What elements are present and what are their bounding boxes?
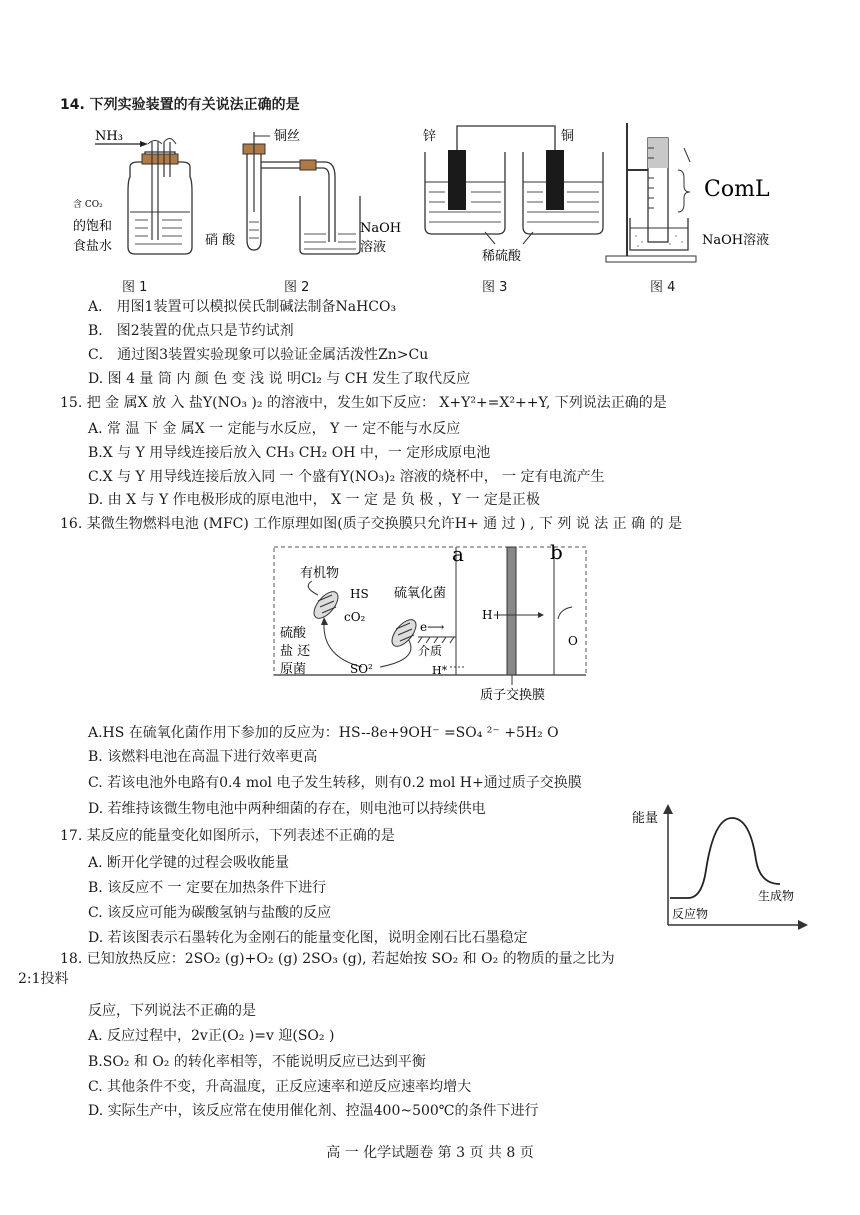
q18-option-b: B.SO₂ 和 O₂ 的转化率相等，不能说明反应已达到平衡 <box>88 1054 426 1070</box>
fig3-caption: 图 3 <box>482 280 508 295</box>
q18-option-c: C. 其他条件不变，升高温度，正反应速率和逆反应速率均增大 <box>88 1079 472 1095</box>
q16-option-c: C. 若该电池外电路有0.4 mol 电子发生转移，则有0.2 mol H+通过质子交换膜 <box>88 775 582 791</box>
organic-label: 有机物 <box>300 566 340 581</box>
sulfate-reducer-line2: 盐 还 <box>280 644 311 659</box>
q18-option-d: D. 实际生产中，该反应常在使用催化剂、控温400~500℃的条件下进行 <box>88 1103 539 1119</box>
co2-label: cO₂ <box>344 610 366 624</box>
q15-option-a: A. 常 温 下 金 属X 一 定能与水反应， Y 一 定不能与水反应 <box>88 421 461 437</box>
fig1-note: 含 CO₂ <box>73 200 103 210</box>
q16-stem: 16. 某微生物燃料电池 (MFC) 工作原理如图(质子交换膜只允许H+ 通 过 ) , 下 列 说 法 正 确 的 是 <box>60 516 683 532</box>
q17-option-b: B. 该反应不 一 定要在加热条件下进行 <box>88 880 327 896</box>
fig3-acid-label: 稀硫酸 <box>482 249 522 264</box>
fig4-naoh-label: NaOH溶液 <box>702 233 770 248</box>
q17-energy-graph <box>630 800 810 940</box>
q15-option-d: D. 由 X 与 Y 作电极形成的原电池中， X 一 定 是 负 极 ，Y 一 定是正极 <box>88 492 540 508</box>
q14-option-b: B． 图2装置的优点只是节约试剂 <box>88 323 294 339</box>
fig4-coml-label: ComL <box>704 177 770 202</box>
fig1-solution-line2: 食盐水 <box>73 239 113 254</box>
page-footer: 高 一 化学试题卷 第 3 页 共 8 页 <box>326 1145 534 1161</box>
figure-3-zn-cu-cell <box>415 122 615 267</box>
fig2-naoh-solution: 溶液 <box>360 240 387 255</box>
q17-option-a: A. 断开化学键的过程会吸收能量 <box>88 855 290 871</box>
fig2-naoh-label: NaOH <box>360 221 402 236</box>
q18-stem-line3: 反应，下列说法不正确的是 <box>88 1003 256 1019</box>
fig3-zn-label: 锌 <box>423 129 437 144</box>
membrane-label: 质子交换膜 <box>480 688 546 703</box>
q18-stem-line2: 2:1投料 <box>18 971 69 987</box>
h-star-label: H* <box>432 664 448 677</box>
electrode-b-label: b <box>550 540 563 564</box>
reactant-label: 反应物 <box>672 907 709 921</box>
q16-option-d: D. 若维持该微生物电池中两种细菌的存在，则电池可以持续供电 <box>88 801 486 817</box>
q16-mfc-diagram <box>272 537 602 707</box>
fig1-caption: 图 1 <box>122 280 148 295</box>
q15-option-c: C.X 与 Y 用导线连接后放入同 一 个盛有Y(NO₃)₂ 溶液的烧杯中， 一 定有电流产生 <box>88 469 605 485</box>
electrode-a-label: a <box>452 542 464 566</box>
sulfate-ion-label: SO² <box>350 662 373 676</box>
electron-label: e⟶ <box>420 620 445 634</box>
hs-label: HS <box>350 587 369 601</box>
sulfate-reducer-line3: 原菌 <box>280 662 307 677</box>
q17-option-d: D. 若该图表示石墨转化为金刚石的能量变化图，说明金刚石比石墨稳定 <box>88 930 528 946</box>
q17-stem: 17. 某反应的能量变化如图所示，下列表述不正确的是 <box>60 828 395 844</box>
fig1-gas-label: NH₃ <box>95 129 123 144</box>
fig2-caption: 图 2 <box>284 280 310 295</box>
proton-label: H+ <box>482 608 503 622</box>
q15-option-b: B.X 与 Y 用导线连接后放入 CH₃ CH₂ OH 中，一 定形成原电池 <box>88 445 491 461</box>
energy-axis-label: 能量 <box>632 811 659 826</box>
q15-stem: 15. 把 金 属X 放 入 盐Y(NO₃ )₂ 的溶液中，发生如下反应： X+Y²+=X²++Y, 下列说法正确的是 <box>60 395 667 411</box>
figure-2-copper-nitric-acid <box>200 122 402 267</box>
fig3-cu-label: 铜 <box>561 129 575 144</box>
q16-option-a: A.HS 在硫氧化菌作用下参加的反应为：HS--8e+9OH⁻ =SO₄ ²⁻ +5H₂ O <box>88 725 559 741</box>
sulfate-reducer-line1: 硫酸 <box>280 626 307 641</box>
q14-option-c: C． 通过图3装置实验现象可以验证金属活泼性Zn>Cu <box>88 347 429 363</box>
q17-option-c: C. 该反应可能为碳酸氢钠与盐酸的反应 <box>88 905 332 921</box>
fig1-solution-line1: 的饱和 <box>73 219 113 234</box>
q14-option-a: A． 用图1装置可以模拟侯氏制碱法制备NaHCO₃ <box>88 299 397 315</box>
fig4-caption: 图 4 <box>650 280 676 295</box>
q18-stem-line1: 18. 已知放热反应：2SO₂ (g)+O₂ (g) 2SO₃ (g), 若起始按 SO₂ 和 O₂ 的物质的量之比为 <box>60 951 615 967</box>
product-label: 生成物 <box>758 889 795 903</box>
oxygen-label: O <box>568 634 578 648</box>
figure-4-cylinder-methane-chlorine <box>600 118 780 268</box>
q14-stem: 14. 下列实验装置的有关说法正确的是 <box>60 97 300 113</box>
sulfur-oxidizer-label: 硫氧化菌 <box>394 586 447 601</box>
medium-label: 介质 <box>418 644 443 658</box>
q14-option-d: D. 图 4 量 筒 内 颜 色 变 浅 说 明Cl₂ 与 CH 发生了取代反应 <box>88 371 471 387</box>
q18-option-a: A. 反应过程中，2v正(O₂ )=v 迎(SO₂ ) <box>88 1028 335 1044</box>
fig2-wire-label: 铜丝 <box>274 129 301 144</box>
fig2-acid-label: 硝 酸 <box>205 233 236 248</box>
q16-option-b: B. 该燃料电池在高温下进行效率更高 <box>88 749 318 765</box>
